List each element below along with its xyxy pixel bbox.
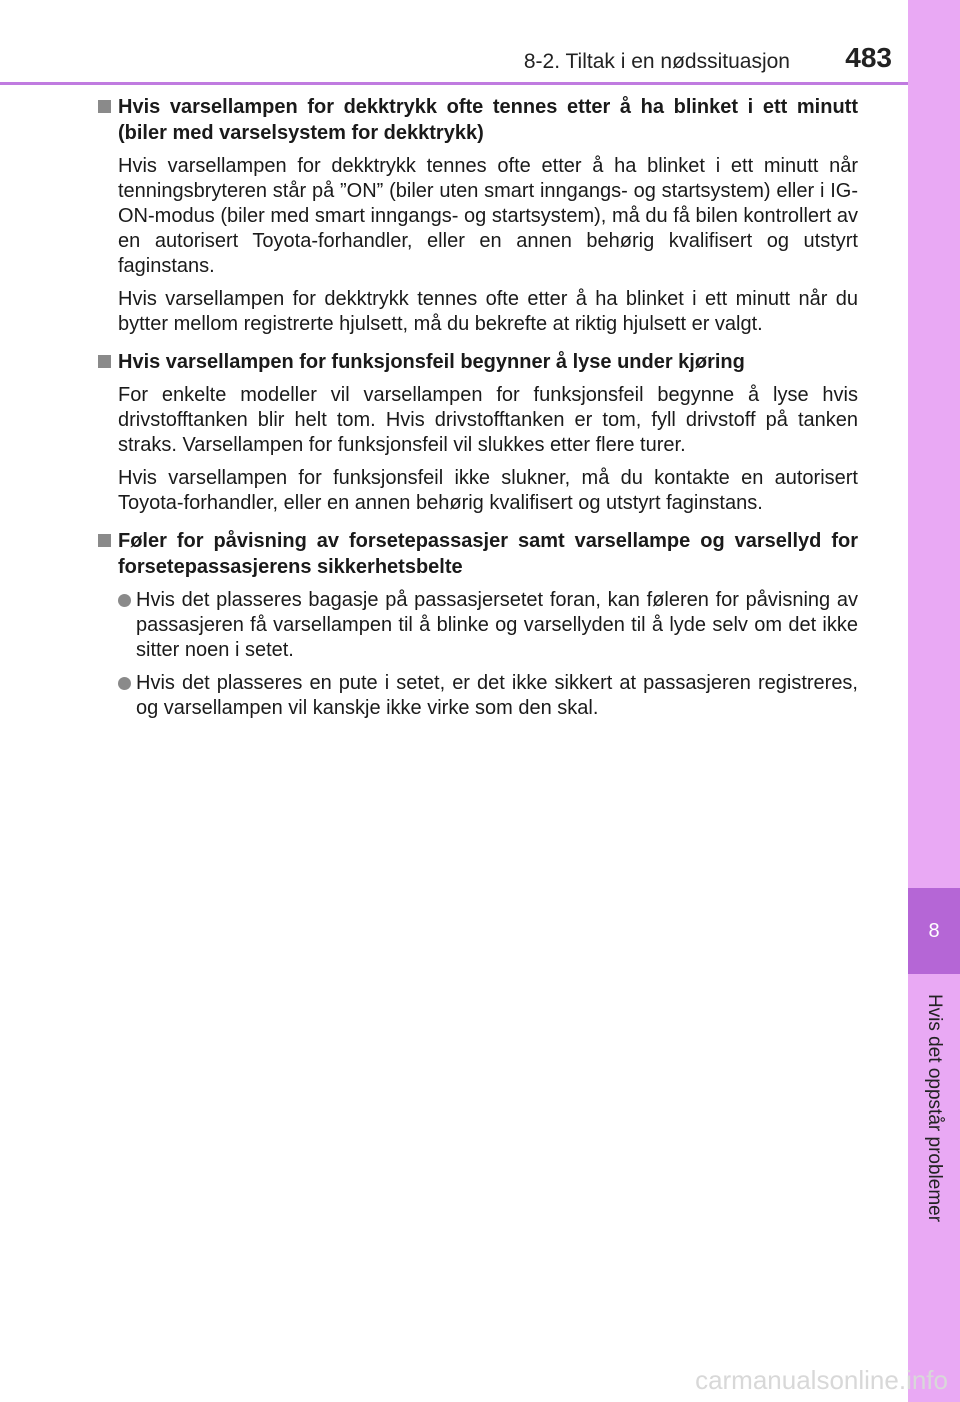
section-tire-pressure [98, 94, 858, 337]
list-item [98, 671, 858, 721]
section-passenger-sensor [98, 528, 858, 721]
list-item [98, 588, 858, 663]
paragraph: For enkelte modeller vil varsellampen for funksjonsfeil begynne å lyse hvis drivstofftanken blir helt tom. Hvis drivstofftanken er tom, fyll drivstoff på tanken straks. Varsellampen for funksjonsfeil vil slukkes etter flere turer. [118, 384, 858, 456]
heading-text: Hvis varsellampen for dekktrykk ofte tennes etter å ha blinket i ett minutt (biler med varselsystem for dekktrykk) [118, 96, 858, 144]
list-item-text: Hvis det plasseres bagasje på passasjersetet foran, kan føleren for påvisning av passasjeren få varsellampen til å blinke og varsellyden til å lyde selv om det ikke sitter noen i setet. [136, 589, 858, 661]
chapter-number-badge: 8 [908, 888, 960, 974]
page-header [0, 0, 908, 84]
paragraph: Hvis varsellampen for funksjonsfeil ikke slukner, må du kontakte en autorisert Toyota-forhandler, eller en annen behørig kvalifisert og utstyrt faginstans. [118, 467, 858, 514]
circle-bullet-icon [118, 594, 131, 607]
heading-text: Hvis varsellampen for funksjonsfeil begynner å lyse under kjøring [118, 351, 745, 373]
square-bullet-icon [98, 534, 111, 547]
section-heading [98, 528, 858, 580]
paragraph: Hvis varsellampen for dekktrykk tennes ofte etter å ha blinket i ett minutt når tenningsbryteren står på ”ON” (biler uten smart inngangs- og startsystem) eller i IG-ON-modus (biler med smart inngangs- og startsystem), må du få bilen kontrollert av en autorisert Toyota-forhandler, eller en annen behørig kvalifisert og utstyrt faginstans. [118, 155, 858, 277]
square-bullet-icon [98, 355, 111, 368]
circle-bullet-icon [118, 677, 131, 690]
section-title: 8-2. Tiltak i en nødssituasjon [523, 50, 790, 73]
watermark: carmanualsonline.info [695, 1365, 948, 1395]
square-bullet-icon [98, 100, 111, 113]
section-heading [98, 349, 858, 375]
list-item-text: Hvis det plasseres en pute i setet, er det ikke sikkert at passasjeren registreres, og varsellampen vil kanskje ikke virke som den skal. [136, 672, 858, 719]
page-number: 483 [845, 42, 892, 73]
section-heading [98, 94, 858, 146]
heading-text: Føler for påvisning av forsetepassasjer samt varsellampe og varsellyd for forsetepassasjerens sikkerhetsbelte [118, 530, 858, 578]
section-malfunction-lamp [98, 349, 858, 516]
chapter-title: Hvis det oppstår problemer [924, 993, 945, 1223]
header-divider [0, 82, 908, 85]
paragraph: Hvis varsellampen for dekktrykk tennes ofte etter å ha blinket i ett minutt når du bytter mellom registrerte hjulsett, må du bekrefte at riktig hjulsett er valgt. [118, 288, 858, 335]
page-content [98, 94, 858, 733]
